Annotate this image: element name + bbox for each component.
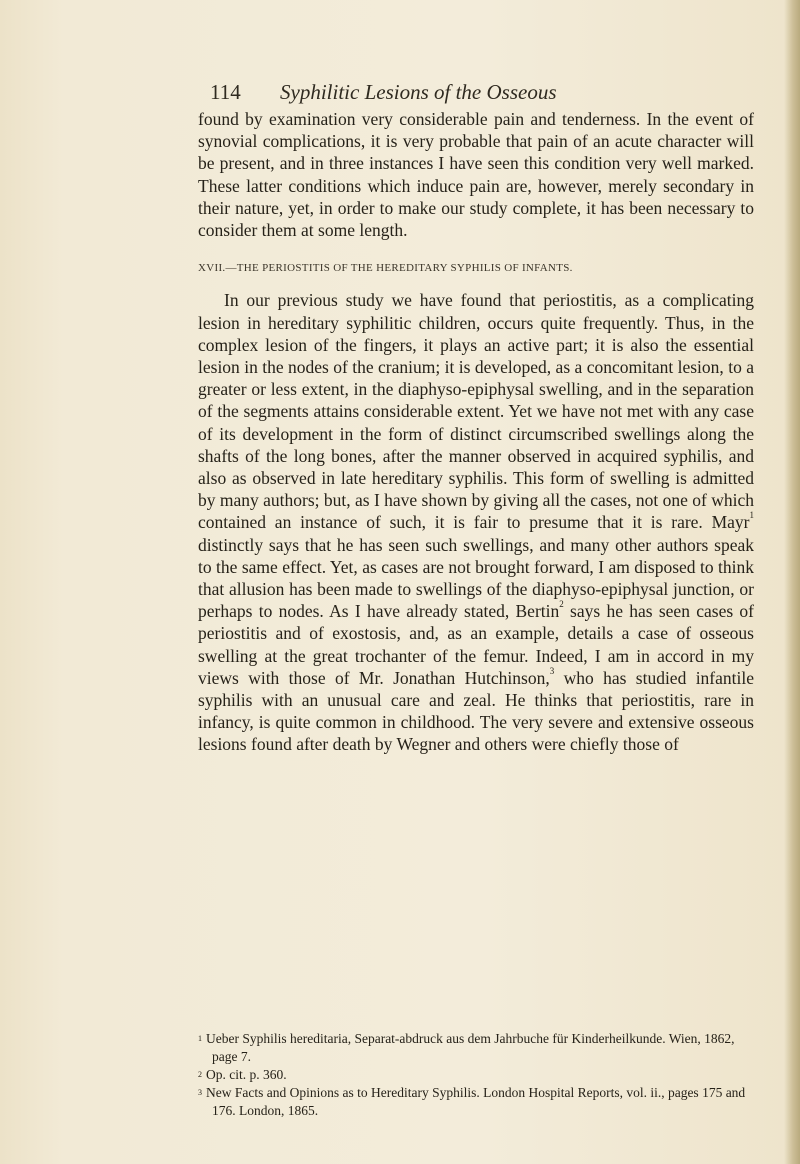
page-edge-shadow bbox=[784, 0, 800, 1164]
footnote-1-text: Ueber Syphilis hereditaria, Separat-abdruck aus dem Jahrbuche für Kinderheilkunde. Wien, 1862, page 7. bbox=[206, 1031, 735, 1064]
footnote-1 bbox=[198, 1030, 754, 1066]
running-title: Syphilitic Lesions of the Osseous bbox=[280, 80, 557, 104]
body-text bbox=[198, 108, 754, 756]
page-number: 114 bbox=[210, 80, 241, 104]
paragraph-2-part-a: In our previous study we have found that periostitis, as a complicating lesion in hereditary syphilitic children, occurs quite frequently. Thus, in the complex lesion of the fingers, it plays an active part; it is also the essential lesion in the nodes of the cranium; it is developed, as a concomitant lesion, to a greater or less extent, in the diaphyso-epiphysal swelling, and in the separation of the segments attains considerable extent. Yet we have not met with any case of its development in the form of distinct circumscribed swellings along the shafts of the long bones, after the manner observed in acquired syphilis, and also as observed in late hereditary syphilis. This form of swelling is admitted by many authors; but, as I have shown by giving all the cases, not one of which contained an instance of such, it is fair to presume that it is rare. Mayr bbox=[198, 290, 755, 533]
footnote-3-text: New Facts and Opinions as to Hereditary Syphilis. London Hospital Reports, vol. ii., pages 175 and 176. London, 1865. bbox=[206, 1085, 746, 1118]
paragraph-2-part-d: who has studied infantile syphilis with an unusual care and zeal. He thinks that periostitis, rare in infancy, is quite common in childhood. The very severe and extensive osseous lesions found after death by Wegner and others were chiefly those of bbox=[198, 667, 755, 755]
footnotes bbox=[198, 1030, 754, 1120]
footnote-2-mark: 2 bbox=[198, 1070, 202, 1079]
footnote-3 bbox=[198, 1084, 754, 1120]
paragraph-1: found by examination very considerable pain and tenderness. In the event of synovial complications, it is very probable that pain of an acute character will be present, and in three instances I have seen this condition very well marked. These latter conditions which induce pain are, however, merely secondary in their nature, yet, in order to make our study complete, it has been necessary to consider them at some length. bbox=[198, 109, 754, 241]
footnote-ref-1: 1 bbox=[749, 510, 754, 521]
footnote-1-mark: 1 bbox=[198, 1034, 202, 1043]
paragraph-2-part-c: says he has seen cases of periostitis and of exostosis, and, as an example, details a case of osseous swelling at the great trochanter of the femur. Indeed, I am in accord in my views with those of Mr. Jonathan Hutchinson, bbox=[198, 601, 755, 688]
running-header bbox=[210, 80, 650, 105]
footnote-ref-3: 3 bbox=[549, 665, 555, 676]
footnote-2-text: Op. cit. p. 360. bbox=[206, 1067, 287, 1082]
footnote-2 bbox=[198, 1066, 754, 1084]
paragraph-2 bbox=[198, 289, 754, 755]
section-heading: XVII.—THE PERIOSTITIS OF THE HEREDITARY SYPHILIS OF INFANTS. bbox=[198, 262, 573, 275]
paragraph-2-part-b: distinctly says that he has seen such swellings, and many other authors speak to the same effect. Yet, as cases are not brought forward, I am disposed to think that allusion has been made to swellings of the diaphyso-epiphysal junction, or perhaps to nodes. As I have already stated, Bertin bbox=[198, 534, 754, 622]
footnote-3-mark: 3 bbox=[198, 1088, 202, 1097]
footnote-ref-2: 2 bbox=[559, 599, 564, 610]
